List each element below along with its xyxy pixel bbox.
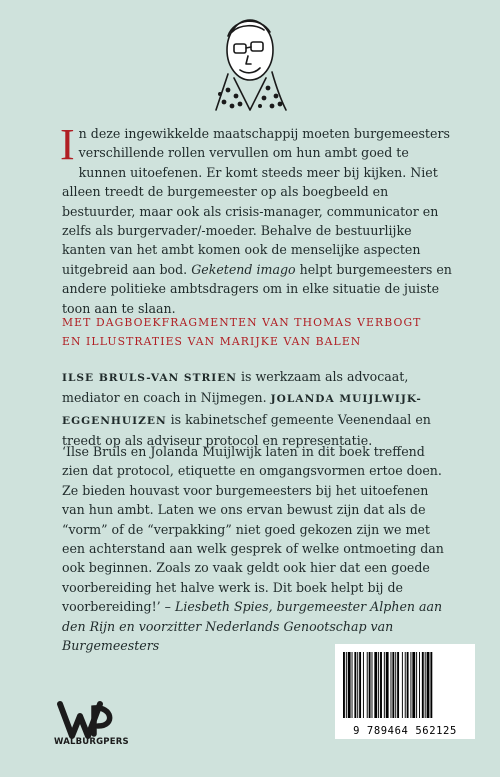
book-title-italic: Geketend imago <box>191 261 296 277</box>
credits-line-2: EN ILLUSTRATIES VAN MARIJKE VAN BALEN <box>62 335 362 348</box>
intro-text-part2: helpt burgemeesters en andere politieke ambtsdragers om in elke situatie de juiste toon aan te slaan. <box>62 261 452 316</box>
quote-attribution: Liesbeth Spies, burgemeester Alphen aan den Rijn en voorzitter Nederlands Genootschap van Burgemeesters <box>62 599 443 654</box>
author-1-bio: is werkzaam als advocaat, mediator en coach in Nijmegen. <box>62 369 409 406</box>
barcode-bars <box>341 652 469 720</box>
isbn-barcode <box>335 644 475 739</box>
drop-cap: I <box>60 120 75 169</box>
quote-text: ‘Ilse Bruls en Jolanda Muijlwijk laten in dit boek treffend zien dat protocol, etiquette en omgangsvormen ertoe doen. Ze bieden houvast voor burgemeesters bij het uitoefenen van hun ambt. Laten we ons ervan bewust zijn dat als de “vorm” of de “verpakking” niet goed gekozen zijn we met een achterstand aan welk gesprek of welke ontmoeting dan ook beginnen. Zoals zo vaak geldt ook hier dat een goede voorbereiding het halve werk is. Dit boek helpt bij de voorbereiding!’ – <box>62 444 444 615</box>
intro-text-part1: n deze ingewikkelde maatschappij moeten burgemeesters verschillende rollen vervullen om hun ambt goed te kunnen uitoefenen. Er komt steeds meer bij kijken. Niet alleen treedt de burgemeester op als boegbeeld en bestuurder, maar ook als crisis-manager, communicator en zelfs als burgervader/-moeder. Behalve de bestuurlijke kanten van het ambt komen ook de menselijke aspecten uitgebreid aan bod. <box>62 126 450 277</box>
author-2-bio: is kabinetschef gemeente Veenendaal en treedt op als adviseur protocol en representatie. <box>62 411 431 449</box>
publisher-logo-icon <box>54 694 129 764</box>
mayor-illustration <box>206 12 290 112</box>
credits-block <box>62 313 462 351</box>
intro-paragraph <box>60 120 452 318</box>
author-1-name: ILSE BRULS-VAN STRIEN <box>62 372 237 384</box>
authors-paragraph <box>62 367 454 451</box>
endorsement-quote <box>62 442 454 655</box>
publisher-name: WALBURGPERS <box>54 737 129 747</box>
author-2-name: JOLANDA MUIJLWIJK-EGGENHUIZEN <box>62 393 422 427</box>
credits-line-1: MET DAGBOEKFRAGMENTEN VAN THOMAS VERBOGT <box>62 316 422 329</box>
isbn-number: 9 789464 562125 <box>353 725 457 737</box>
